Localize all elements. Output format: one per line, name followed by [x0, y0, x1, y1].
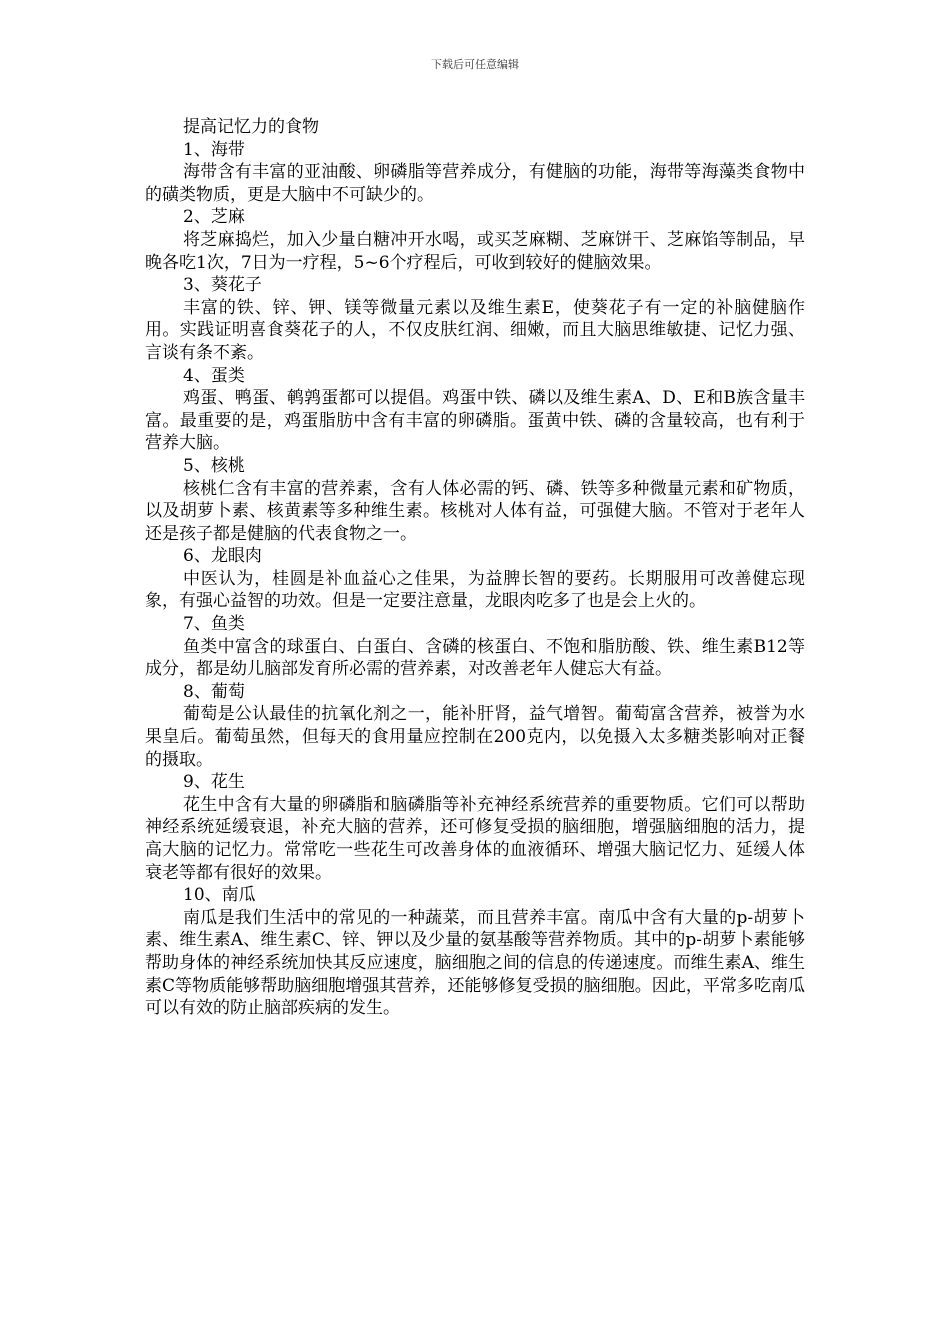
section-body: 核桃仁含有丰富的营养素，含有人体必需的钙、磷、铁等多种微量元素和矿物质，以及胡萝卜素、核黄素等多种维生素。核桃对人体有益，可强健大脑。不管对于老年人还是孩子都是健脑的代表食物之一。 — [145, 478, 805, 544]
page-header: 下载后可任意编辑 — [431, 58, 519, 71]
section-heading: 3、葵花子 — [183, 275, 262, 296]
section-heading: 4、蛋类 — [183, 365, 245, 386]
section-heading: 9、花生 — [183, 772, 245, 793]
section-body: 鸡蛋、鸭蛋、鹌鹑蛋都可以提倡。鸡蛋中铁、磷以及维生素A、D、E和B族含量丰富。最重要的是，鸡蛋脂肪中含有丰富的卵磷脂。蛋黄中铁、磷的含量较高，也有利于营养大脑。 — [145, 388, 805, 454]
section-body: 鱼类中富含的球蛋白、白蛋白、含磷的核蛋白、不饱和脂肪酸、铁、维生素B12等成分，都是幼儿脑部发育所必需的营养素，对改善老年人健忘大有益。 — [145, 636, 805, 680]
section-heading: 1、海带 — [183, 139, 245, 160]
section-heading: 8、葡萄 — [183, 681, 245, 702]
section-heading: 7、鱼类 — [183, 614, 245, 635]
section-heading: 10、南瓜 — [183, 885, 256, 906]
section-heading: 2、芝麻 — [183, 207, 245, 228]
section-body: 将芝麻捣烂，加入少量白糖冲开水喝，或买芝麻糊、芝麻饼干、芝麻馅等制品，早晚各吃1次，7日为一疗程，5~6个疗程后，可收到较好的健脑效果。 — [145, 229, 805, 273]
document-body — [145, 116, 805, 1020]
section-body: 海带含有丰富的亚油酸、卵磷脂等营养成分，有健脑的功能，海带等海藻类食物中的磺类物质，更是大脑中不可缺少的。 — [145, 162, 805, 205]
section-body: 南瓜是我们生活中的常见的一种蔬菜，而且营养丰富。南瓜中含有大量的p-胡萝卜素、维生素A、维生素C、锌、钾以及少量的氨基酸等营养物质。其中的p-胡萝卜素能够帮助身体的神经系统加快其反应速度，脑细胞之间的信息的传递速度。而维生素A、维生素C等物质能够帮助脑细胞增强其营养，还能够修复受损的脑细胞。因此，平常多吃南瓜可以有效的防止脑部疾病的发生。 — [145, 907, 805, 1019]
section-body: 葡萄是公认最佳的抗氧化剂之一，能补肝肾，益气增智。葡萄富含营养，被誉为水果皇后。葡萄虽然，但每天的食用量应控制在200克内，以免摄入太多糖类影响对正餐的摄取。 — [145, 704, 805, 770]
section-body: 花生中含有大量的卵磷脂和脑磷脂等补充神经系统营养的重要物质。它们可以帮助神经系统延缓衰退，补充大脑的营养，还可修复受损的脑细胞，增强脑细胞的活力，提高大脑的记忆力。常常吃一些花生可改善身体的血液循环、增强大脑记忆力、延缓人体衰老等都有很好的效果。 — [145, 794, 805, 883]
section-body: 中医认为，桂圆是补血益心之佳果，为益脾长智的要药。长期服用可改善健忘现象，有强心益智的功效。但是一定要注意量，龙眼肉吃多了也是会上火的。 — [145, 568, 805, 612]
document-title: 提高记忆力的食物 — [183, 117, 319, 137]
section-heading: 6、龙眼肉 — [183, 546, 262, 567]
section-heading: 5、核桃 — [183, 455, 245, 476]
section-body: 丰富的铁、锌、钾、镁等微量元素以及维生素E，使葵花子有一定的补脑健脑作用。实践证明喜食葵花子的人，不仅皮肤红润、细嫩，而且大脑思维敏捷、记忆力强、言谈有条不紊。 — [145, 297, 805, 363]
